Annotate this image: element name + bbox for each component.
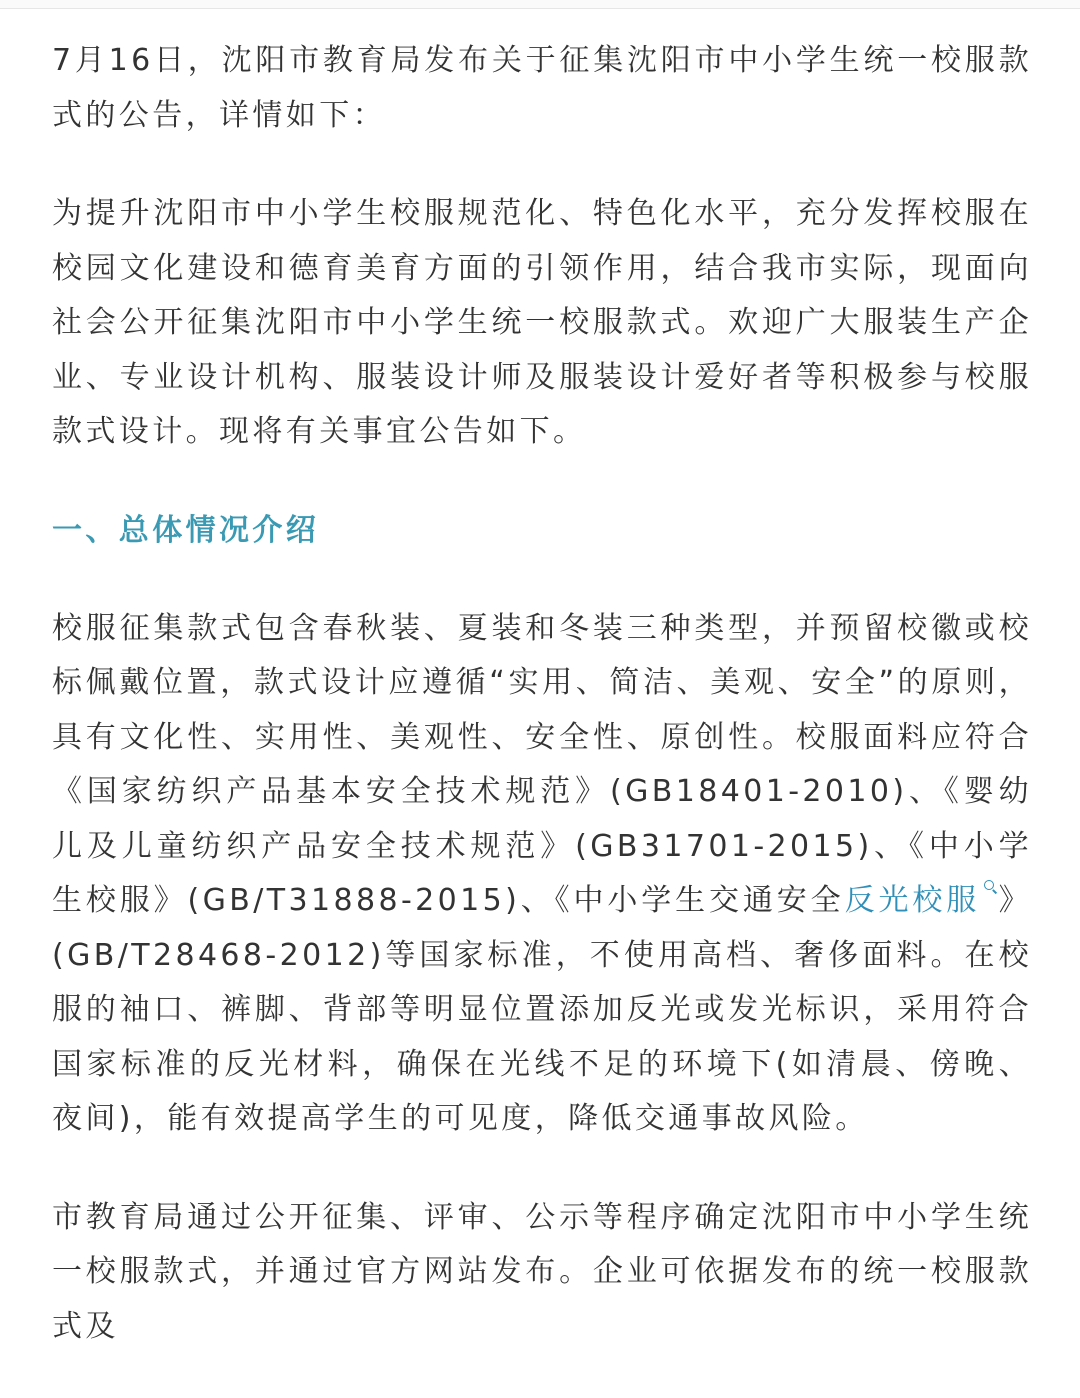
reflective-uniform-link[interactable] bbox=[845, 883, 999, 918]
requirements-text-after-link: 》(GB/T28468-2012)等国家标准，不使用高档、奢侈面料。在校服的袖口、裤脚、背部等明显位置添加反光或发光标识，采用符合国家标准的反光材料，确保在光线不足的环境下(如清晨、傍晚、夜间)，能有效提高学生的可见度，降低交通事故风险。 bbox=[52, 883, 1032, 1136]
section-heading-overview: 一、总体情况介绍 bbox=[52, 512, 320, 548]
intro-paragraph: 7月16日，沈阳市教育局发布关于征集沈阳市中小学生统一校服款式的公告，详情如下： bbox=[52, 43, 1032, 133]
requirements-text-before-link: 校服征集款式包含春秋装、夏装和冬装三种类型，并预留校徽或校标佩戴位置，款式设计应遵循“实用、简洁、美观、安全”的原则，具有文化性、实用性、美观性、安全性、原创性。校服面料应符合《国家纺织产品基本安全技术规范》(GB18401-2010)、《婴幼儿及儿童纺织产品安全技术规范》(GB31701-2015)、《中小学生校服》(GB/T31888-2015)、《中小学生交通安全 bbox=[52, 610, 1032, 918]
search-icon bbox=[984, 880, 996, 892]
reflective-uniform-link-text: 反光校服 bbox=[844, 883, 981, 918]
requirements-paragraph bbox=[52, 602, 1032, 1147]
procedure-paragraph: 市教育局通过公开征集、评审、公示等程序确定沈阳市中小学生统一校服款式，并通过官方网站发布。企业可依据发布的统一校服款式及 bbox=[52, 1199, 1032, 1344]
top-divider bbox=[0, 0, 1080, 9]
article-body bbox=[52, 34, 1032, 1398]
purpose-paragraph: 为提升沈阳市中小学生校服规范化、特色化水平，充分发挥校服在校园文化建设和德育美育方面的引领作用，结合我市实际，现面向社会公开征集沈阳市中小学生统一校服款式。欢迎广大服装生产企业、专业设计机构、服装设计师及服装设计爱好者等积极参与校服款式设计。现将有关事宜公告如下。 bbox=[52, 196, 1032, 449]
